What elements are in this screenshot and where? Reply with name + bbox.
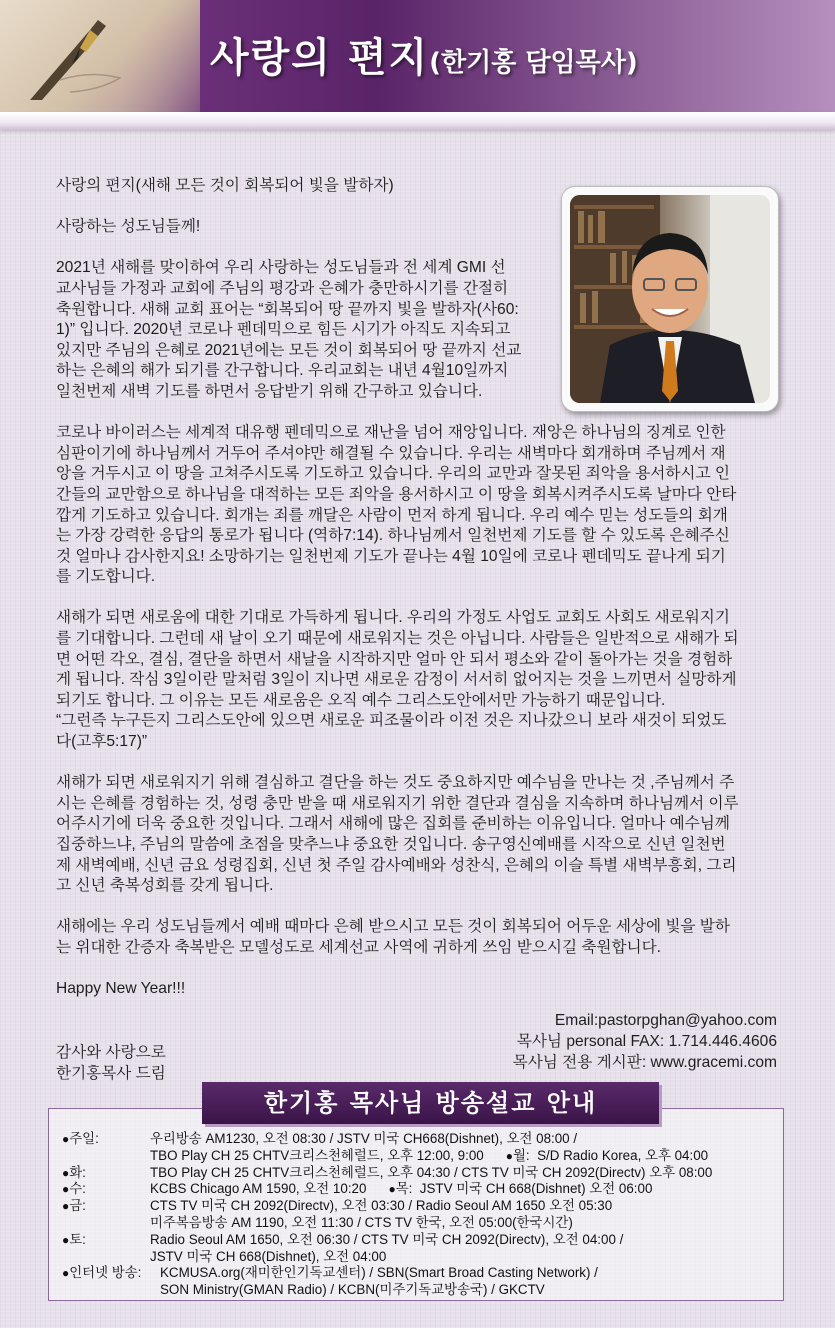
header-banner bbox=[0, 0, 835, 112]
schedule-text: KCBS Chicago AM 1590, 오전 10:20 bbox=[150, 1181, 367, 1197]
day-label: 목: bbox=[395, 1181, 413, 1197]
paragraph-line: 축원합니다. 새해 교회 표어는 “회복되어 땅 끝까지 빛을 발하자(사60: bbox=[56, 300, 519, 318]
page-title bbox=[210, 26, 638, 83]
paragraph-line: 있지만 주님의 은혜로 2021년에는 모든 것이 회복되어 땅 끝까지 선교 bbox=[56, 341, 522, 359]
day-label: 주일: bbox=[69, 1131, 99, 1146]
broadcast-title: 한기홍 목사님 방송설교 안내 bbox=[202, 1082, 659, 1124]
paragraph-line: 심판이기에 하나님께서 거두어 주셔야만 해결될 수 있습니다. 우리는 새벽마다 회개하며 주님께서 재 bbox=[56, 444, 726, 462]
bullet-icon: ● bbox=[62, 1199, 70, 1214]
schedule-text: 우리방송 AM1230, 오전 08:30 / JSTV 미국 CH668(Dishnet), 오전 08:00 / bbox=[150, 1131, 578, 1146]
paragraph-line: 2021년 새해를 맞이하여 우리 사랑하는 성도님들과 전 세계 GMI 선 bbox=[56, 259, 506, 277]
paragraph-line: 새해가 되면 새로움에 대한 기대로 가득하게 됩니다. 우리의 가정도 사업도 교회도 사회도 새로워지기 bbox=[56, 609, 730, 627]
board-text: 목사님 전용 게시판: www.gracemi.com bbox=[512, 1054, 777, 1071]
bullet-icon: ● bbox=[388, 1182, 396, 1197]
paragraph-line: 하는 은혜의 해가 되기를 간구합니다. 우리교회는 내년 4월10일까지 bbox=[56, 362, 509, 380]
letter-salutation: 사랑하는 성도님들께! bbox=[56, 218, 201, 236]
schedule-text: TBO Play CH 25 CHTV크리스천헤럴드, 오후 04:30 / CTS TV 미국 CH 2092(Directv) 오후 08:00 bbox=[150, 1164, 713, 1180]
schedule-row-wednesday bbox=[62, 1181, 712, 1198]
letter-paragraph-5 bbox=[56, 917, 786, 958]
paragraph-line: 코로나 바이러스는 세계적 대유행 펜데믹으로 재난을 넘어 재앙입니다. 재앙은 하나님의 징계로 인한 bbox=[56, 424, 726, 442]
letter-paragraph-4 bbox=[56, 773, 786, 897]
schedule-text: 미주복음방송 AM 1190, 오전 11:30 / CTS TV 한국, 오전 05:00(한국시간) bbox=[150, 1214, 573, 1230]
paragraph-line: 어주시기에 더욱 중요한 것입니다. 그래서 새해에 많은 집회를 준비하는 이유입니다. 얼마나 예수님께 bbox=[56, 815, 730, 833]
bullet-icon: ● bbox=[62, 1132, 70, 1146]
letter-paragraph-2 bbox=[56, 423, 786, 588]
schedule-row-friday bbox=[62, 1198, 712, 1215]
schedule-text: KCMUSA.org(재미한인기독교센터) / SBN(Smart Broad Casting Network) / bbox=[160, 1265, 598, 1281]
letter-paragraph-3 bbox=[56, 608, 786, 752]
schedule-row-saturday-cont bbox=[62, 1249, 712, 1266]
paragraph-line: 시는 은혜를 경험하는 것, 성령 충만 받을 때 새로워지기 위한 결단과 결심을 지속하며 하나님께서 이루 bbox=[56, 794, 739, 812]
bullet-icon: ● bbox=[62, 1182, 70, 1197]
paragraph-line: 새해에는 우리 성도님들께서 예배 때마다 은혜 받으시고 모든 것이 회복되어 어두운 세상에 빛을 발하 bbox=[56, 918, 730, 936]
day-label: 수: bbox=[69, 1181, 86, 1197]
bullet-icon: ● bbox=[62, 1266, 70, 1281]
schedule-text: TBO Play CH 25 CHTV크리스천헤럴드, 오후 12:00, 9:00 bbox=[150, 1147, 484, 1163]
fax-text: 목사님 personal FAX: 1.714.446.4606 bbox=[516, 1033, 777, 1050]
schedule-text: Radio Seoul AM 1650, 오전 06:30 / CTS TV 미국 CH 2092(Directv), 오전 04:00 / bbox=[150, 1231, 624, 1247]
schedule-row-friday-cont bbox=[62, 1215, 712, 1232]
fountain-pen-icon bbox=[20, 0, 140, 100]
paragraph-line: “그런즉 누구든지 그리스도안에 있으면 새로운 피조물이라 이전 것은 지나갔으니 보라 새것이 되었도 bbox=[56, 712, 727, 730]
paragraph-line: 고 신년 축복성회를 갖게 됩니다. bbox=[56, 877, 274, 895]
page-subtitle: (한기홍 담임목사) bbox=[429, 48, 638, 78]
letter-heading: 사랑의 편지(새해 모든 것이 회복되어 빛을 발하자) bbox=[56, 177, 394, 194]
schedule-text: SON Ministry(GMAN Radio) / KCBN(미주기독교방송국) / GKCTV bbox=[160, 1282, 545, 1298]
paragraph-line: 는 위대한 간증자 축복받은 모델성도로 세계선교 사역에 귀하게 쓰임 받으시길 축원합니다. bbox=[56, 938, 662, 956]
paragraph-line: 를 기도합니다. bbox=[56, 568, 156, 586]
paragraph-line: 앙을 거두시고 이 땅을 고쳐주시도록 기도하고 있습니다. 우리의 교만과 잘못된 죄악을 용서하시고 인 bbox=[56, 465, 730, 483]
schedule-text: JSTV 미국 CH 668(Dishnet) 오전 06:00 bbox=[419, 1181, 653, 1197]
letter-signoff bbox=[56, 1042, 166, 1084]
paragraph-line: 새해가 되면 새로워지기 위해 결심하고 결단을 하는 것도 중요하지만 예수님을 만나는 것 ,주님께서 주 bbox=[56, 774, 735, 792]
paragraph-line: 집중하느냐, 주님의 말씀에 초점을 맞추느냐 중요한 것입니다. 송구영신예배를 시작으로 신년 일천번 bbox=[56, 836, 726, 853]
greeting-text: Happy New Year!!! bbox=[56, 980, 186, 998]
schedule-row-tuesday bbox=[62, 1165, 712, 1182]
page-title-text: 사랑의 편지 bbox=[210, 35, 430, 81]
day-label: 토: bbox=[69, 1231, 86, 1247]
paragraph-line: 되기도 합니다. 그 이유는 모든 새로움은 오직 예수 그리스도안에서만 가능하기 때문입니다. bbox=[56, 691, 666, 709]
schedule-text: JSTV 미국 CH 668(Dishnet), 오전 04:00 bbox=[150, 1248, 387, 1264]
paragraph-line: 를 기대합니다. 그런데 새 날이 오기 때문에 새로워지는 것은 아닙니다. 사람들은 일반적으로 새해가 되 bbox=[56, 630, 739, 648]
schedule-row-sunday-cont bbox=[62, 1148, 712, 1165]
paragraph-line: 면 어떤 각오, 결심, 결단을 하면서 새날을 시작하지만 얼마 안 되서 평소와 같이 돌아가는 것을 경험하 bbox=[56, 650, 733, 668]
closing-line: 감사와 사랑으로 bbox=[56, 1044, 166, 1061]
schedule-row-internet bbox=[62, 1265, 712, 1282]
header-photo bbox=[0, 0, 200, 112]
paragraph-line: 게 됩니다. 작심 3일이란 말처럼 3일이 지나면 새로운 감정이 서서히 없어지는 것을 느끼면서 실망하게 bbox=[56, 671, 737, 689]
schedule-row-saturday bbox=[62, 1232, 712, 1249]
contact-info bbox=[513, 1010, 777, 1073]
paragraph-line: 다(고후5:17)” bbox=[56, 733, 148, 751]
paragraph-line: 교사님들 가정과 교회에 주님의 평강과 은혜가 충만하시기를 간절히 bbox=[56, 279, 509, 297]
day-label: 금: bbox=[69, 1198, 86, 1214]
bullet-icon: ● bbox=[505, 1148, 513, 1163]
day-label: 화: bbox=[69, 1164, 86, 1180]
bullet-icon: ● bbox=[62, 1165, 70, 1180]
schedule-row-internet-cont bbox=[62, 1282, 712, 1299]
paragraph-line: 제 새벽예배, 신년 금요 성령집회, 신년 첫 주일 감사예배와 성찬식, 은혜의 이슬 특별 새벽부흥회, 그리 bbox=[56, 856, 737, 874]
day-label: 월: bbox=[512, 1147, 530, 1163]
paragraph-line: 깝게 기도하고 있습니다. 회개는 죄를 깨달은 사람이 먼저 하게 됩니다. 우리 예수 믿는 성도들의 회개 bbox=[56, 506, 728, 524]
email-text: Email:pastorpghan@yahoo.com bbox=[554, 1012, 777, 1029]
paragraph-line: 1)” 입니다. 2020년 코로나 펜데믹으로 힘든 시기가 아직도 지속되고 bbox=[56, 321, 511, 339]
schedule-text: CTS TV 미국 CH 2092(Directv), 오전 03:30 / Radio Seoul AM 1650 오전 05:30 bbox=[150, 1198, 613, 1214]
schedule-text: S/D Radio Korea, 오후 04:00 bbox=[537, 1147, 709, 1163]
letter-paragraph-1 bbox=[56, 258, 786, 402]
broadcast-schedule bbox=[62, 1131, 712, 1299]
paragraph-line: 는 가장 강력한 응답의 통로가 됩니다 (역하7:14). 하나님께서 일천번제 기도를 할 수 있도록 은혜주신 bbox=[56, 527, 730, 545]
day-label: 인터넷 방송: bbox=[69, 1265, 142, 1281]
bullet-icon: ● bbox=[62, 1232, 70, 1247]
paragraph-line: 일천번제 새벽 기도를 하면서 응답받기 위해 간구하고 있습니다. bbox=[56, 382, 483, 400]
paragraph-line: 간들의 교만함으로 하나님을 대적하는 모든 죄악을 용서하시고 이 땅을 회복시켜주시도록 날마다 안타 bbox=[56, 485, 737, 503]
header-divider bbox=[0, 112, 835, 130]
signature-line: 한기홍목사 드림 bbox=[56, 1065, 166, 1082]
paragraph-line: 것 얼마나 감사한지요! 소망하기는 일천번제 기도가 끝나는 4월 10일에 코로나 펜데믹도 끝나게 되기 bbox=[56, 547, 726, 565]
schedule-row-sunday bbox=[62, 1131, 712, 1148]
letter-body bbox=[56, 176, 786, 1000]
